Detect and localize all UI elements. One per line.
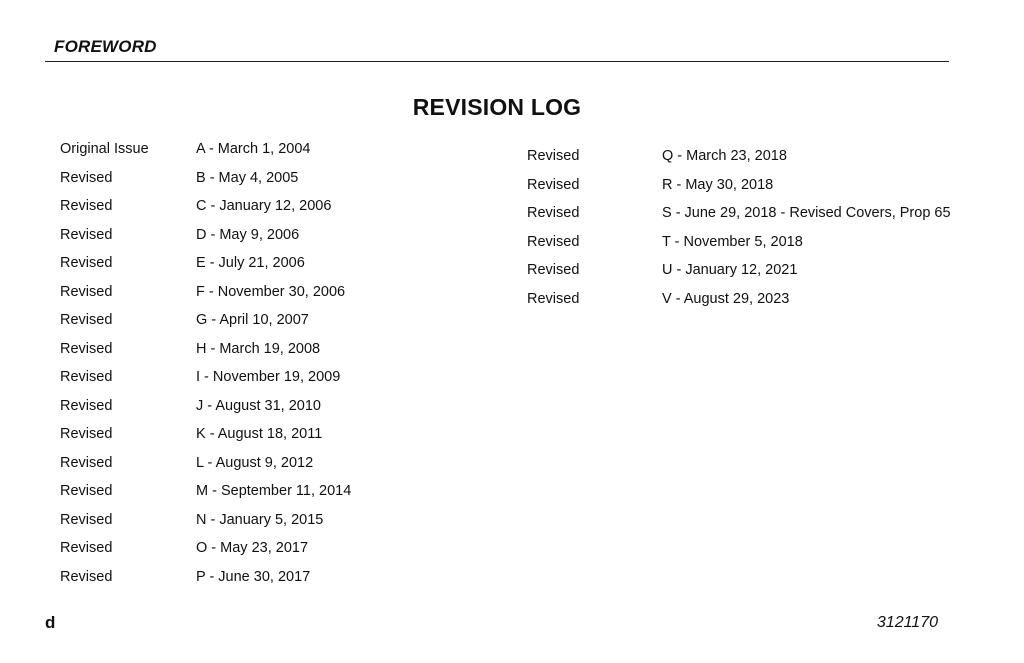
revision-entry: H - March 19, 2008 <box>196 340 321 357</box>
revision-row <box>527 230 951 259</box>
revision-entry: F - November 30, 2006 <box>196 283 346 300</box>
revision-row <box>527 258 951 287</box>
revision-entry: E - July 21, 2006 <box>196 255 305 271</box>
revision-row <box>60 137 351 166</box>
revision-status: Revised <box>60 397 113 414</box>
revision-status: Revised <box>527 262 580 278</box>
page-title: REVISION LOG <box>412 94 582 121</box>
revision-entry: I - November 19, 2009 <box>196 369 341 385</box>
revision-row <box>60 394 351 423</box>
section-title: FOREWORD <box>54 37 157 56</box>
revision-row <box>60 508 351 537</box>
revision-status: Revised <box>60 226 113 243</box>
revision-status: Original Issue <box>60 141 149 157</box>
revision-list-left <box>60 137 351 593</box>
revision-row <box>527 144 951 173</box>
header-divider <box>45 61 949 62</box>
revision-status: Revised <box>527 148 580 164</box>
revision-entry: B - May 4, 2005 <box>196 169 299 186</box>
revision-row <box>60 365 351 394</box>
revision-row <box>527 173 951 202</box>
revision-row <box>60 251 351 280</box>
revision-status: Revised <box>60 540 113 556</box>
revision-status: Revised <box>60 454 113 471</box>
revision-row <box>527 201 951 230</box>
revision-status: Revised <box>60 283 113 300</box>
revision-entry: A - March 1, 2004 <box>196 141 311 157</box>
revision-entry: O - May 23, 2017 <box>196 540 309 556</box>
revision-entry: Q - March 23, 2018 <box>662 148 787 164</box>
revision-row <box>60 280 351 309</box>
revision-list-right <box>527 144 951 315</box>
revision-entry: D - May 9, 2006 <box>196 226 300 243</box>
revision-entry: P - June 30, 2017 <box>196 568 311 585</box>
revision-row <box>60 451 351 480</box>
revision-entry: K - August 18, 2011 <box>196 426 323 442</box>
revision-status: Revised <box>60 511 113 528</box>
revision-status: Revised <box>527 233 580 250</box>
revision-entry: N - January 5, 2015 <box>196 511 324 528</box>
revision-row <box>60 479 351 508</box>
revision-status: Revised <box>60 426 113 442</box>
revision-row <box>60 194 351 223</box>
revision-row <box>60 308 351 337</box>
revision-status: Revised <box>60 568 113 585</box>
revision-status: Revised <box>60 198 113 214</box>
revision-entry: R - May 30, 2018 <box>662 176 774 193</box>
revision-entry: V - August 29, 2023 <box>662 290 790 307</box>
revision-status: Revised <box>60 169 113 186</box>
revision-status: Revised <box>60 483 113 499</box>
revision-status: Revised <box>60 340 113 357</box>
revision-row <box>60 565 351 594</box>
revision-entry: G - April 10, 2007 <box>196 312 309 328</box>
revision-entry: M - September 11, 2014 <box>196 483 352 499</box>
revision-row <box>527 287 951 316</box>
revision-status: Revised <box>527 290 580 307</box>
revision-status: Revised <box>527 205 580 221</box>
revision-row <box>60 166 351 195</box>
revision-status: Revised <box>60 369 113 385</box>
revision-row <box>60 422 351 451</box>
revision-row <box>60 337 351 366</box>
revision-entry: J - August 31, 2010 <box>196 397 321 414</box>
revision-entry: S - June 29, 2018 - Revised Covers, Prop 65 <box>662 205 951 221</box>
page-letter: d <box>45 613 56 632</box>
revision-row <box>60 223 351 252</box>
revision-status: Revised <box>60 312 113 328</box>
revision-entry: U - January 12, 2021 <box>662 262 798 278</box>
revision-entry: L - August 9, 2012 <box>196 454 314 471</box>
revision-status: Revised <box>527 176 580 193</box>
document-number: 3121170 <box>876 614 938 631</box>
revision-entry: C - January 12, 2006 <box>196 198 332 214</box>
revision-row <box>60 536 351 565</box>
revision-entry: T - November 5, 2018 <box>662 233 803 250</box>
revision-status: Revised <box>60 255 113 271</box>
